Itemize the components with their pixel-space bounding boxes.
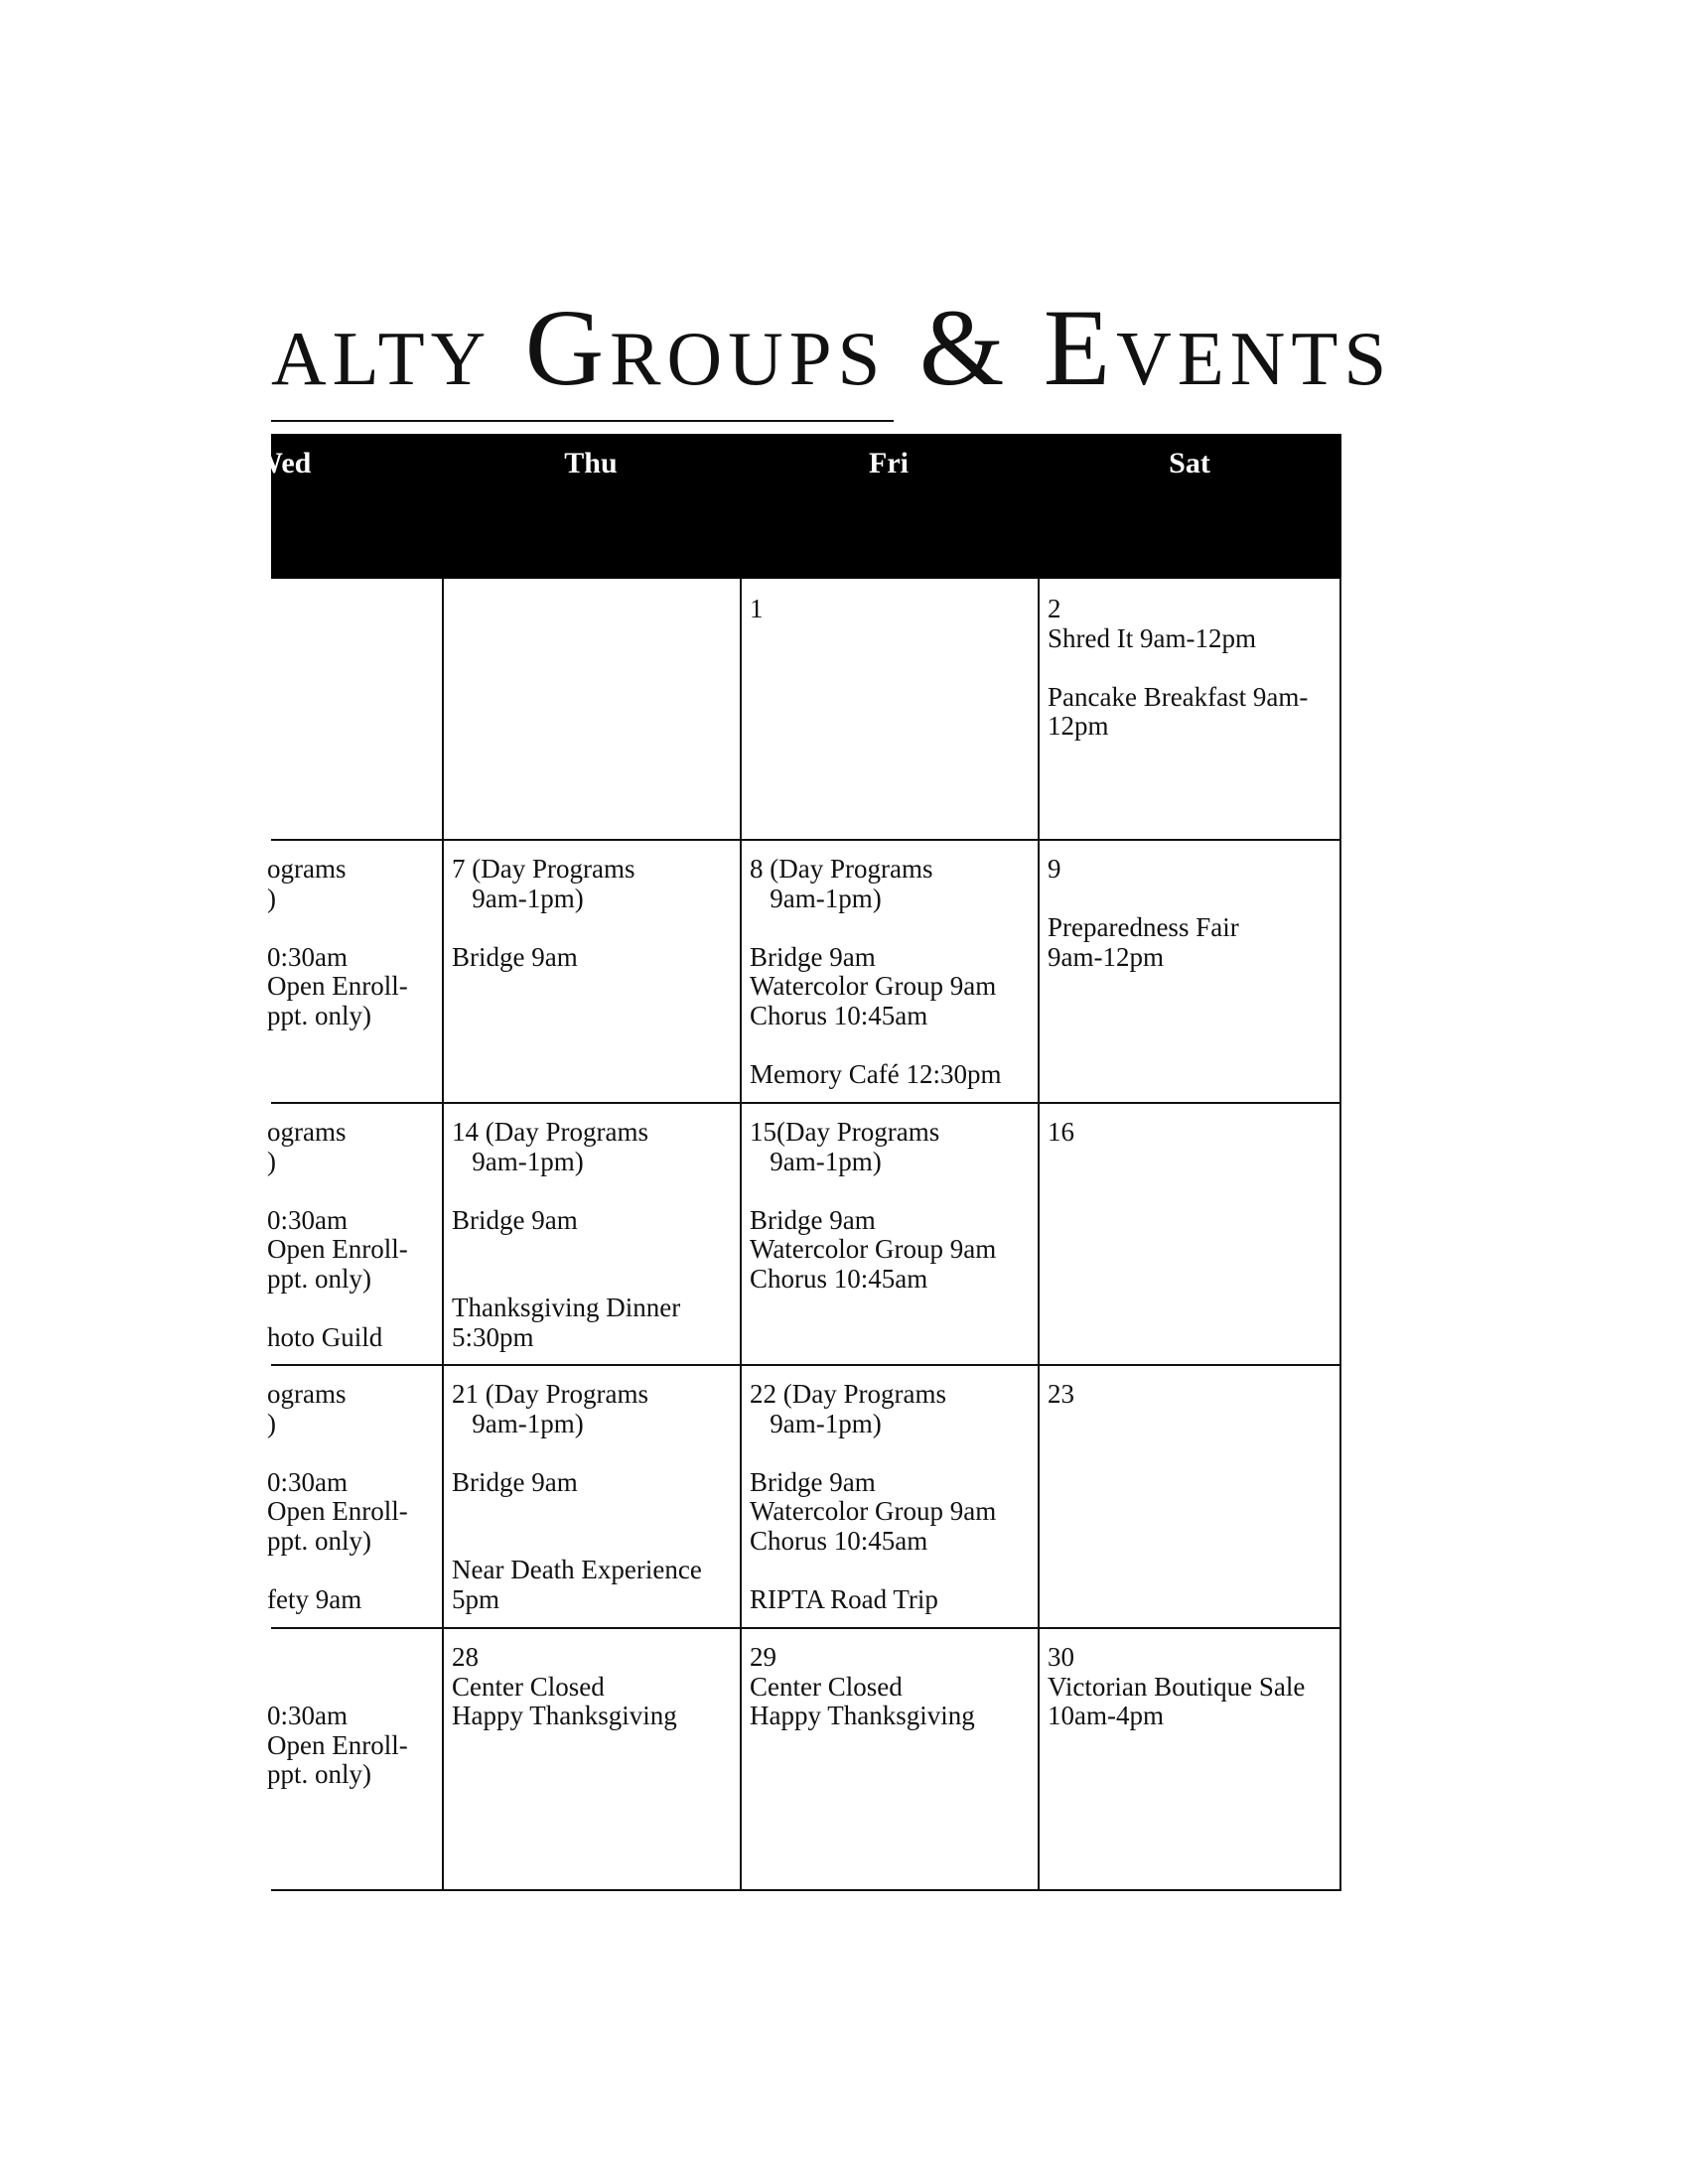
- day-cell-fri: [750, 1380, 1034, 1624]
- day-cell-thu: [452, 1380, 736, 1624]
- event-line: Open Enroll-: [267, 971, 408, 1001]
- cell-line: 30: [1048, 1643, 1074, 1672]
- cell-line: 14 (Day Programs: [452, 1118, 648, 1147]
- cell-line: 1: [750, 595, 764, 623]
- day-cell-wed: [267, 595, 438, 839]
- grid-line-vertical: [1339, 579, 1341, 1891]
- event-line: Bridge 9am: [750, 1466, 876, 1497]
- event-line: Watercolor Group 9am: [750, 971, 997, 1001]
- event-line: Bridge 9am: [452, 941, 578, 972]
- calendar-header-row: [253, 434, 1341, 579]
- event-line: RIPTA Road Trip: [750, 1583, 938, 1614]
- blank-line: [750, 1030, 1034, 1060]
- cell-line: 2: [1048, 595, 1061, 623]
- cell-line: 28: [452, 1643, 479, 1672]
- event-line: Memory Café 12:30pm: [750, 1058, 1002, 1089]
- day-cell-wed: [267, 855, 438, 1099]
- cell-line: ograms: [267, 1380, 347, 1409]
- cell-line: 29: [750, 1643, 776, 1672]
- event-line: Open Enroll-: [267, 1729, 408, 1760]
- page-title: alty Groups & Events: [271, 287, 1393, 408]
- cell-line: 15(Day Programs: [750, 1118, 940, 1147]
- cell-line: 9: [1048, 855, 1061, 884]
- event-line: Shred It 9am-12pm: [1048, 622, 1256, 653]
- event-line: Thanksgiving Dinner: [452, 1293, 681, 1322]
- day-header-wed: Wed: [253, 447, 312, 479]
- day-cell-thu: [452, 1643, 736, 1887]
- day-header-fri: Fri: [869, 447, 909, 479]
- day-cell-fri: [750, 1643, 1034, 1887]
- day-cell-sat: [1048, 595, 1337, 839]
- day-cell-thu: [452, 595, 736, 839]
- event-line: Chorus 10:45am: [750, 1525, 928, 1556]
- calendar-table: [253, 434, 1341, 1891]
- grid-line-horizontal: [271, 1102, 1341, 1104]
- grid-line-vertical: [442, 579, 444, 1891]
- event-line: 9am-1pm): [452, 1146, 584, 1176]
- event-line: Victorian Boutique Sale: [1048, 1671, 1306, 1702]
- blank-line: [267, 1438, 438, 1468]
- event-line: 9am-1pm): [750, 883, 882, 913]
- event-line: Pancake Breakfast 9am-: [1048, 681, 1309, 712]
- event-line: Bridge 9am: [750, 941, 876, 972]
- event-line: 10am-4pm: [1048, 1701, 1164, 1730]
- day-cell-sat: [1048, 1380, 1337, 1624]
- event-line: Happy Thanksgiving: [750, 1701, 975, 1730]
- cell-line: 16: [1048, 1118, 1074, 1147]
- event-line: Center Closed: [452, 1671, 605, 1702]
- blank-line: [750, 913, 1034, 943]
- event-line: Preparedness Fair: [1048, 912, 1239, 942]
- grid-line-horizontal: [271, 839, 1341, 841]
- event-line: fety 9am: [267, 1583, 362, 1614]
- blank-line: [267, 1643, 438, 1673]
- cell-line: 22 (Day Programs: [750, 1380, 946, 1409]
- blank-line: [452, 1527, 736, 1557]
- day-cell-fri: [750, 1118, 1034, 1362]
- event-line: Happy Thanksgiving: [452, 1701, 677, 1730]
- day-cell-fri: [750, 855, 1034, 1099]
- day-cell-fri: [750, 595, 1034, 839]
- cell-line: 21 (Day Programs: [452, 1380, 648, 1409]
- blank-line: [267, 1176, 438, 1206]
- event-line: 5:30pm: [452, 1321, 534, 1352]
- event-line: 0:30am: [267, 1204, 348, 1235]
- title-underline: [271, 420, 894, 422]
- grid-line-vertical: [740, 579, 742, 1891]
- day-cell-thu: [452, 1118, 736, 1362]
- event-line: 0:30am: [267, 941, 348, 972]
- blank-line: [452, 1176, 736, 1206]
- blank-line: [452, 1497, 736, 1527]
- event-line: 0:30am: [267, 1701, 348, 1730]
- day-cell-sat: [1048, 1643, 1337, 1887]
- event-line: 9am-1pm): [452, 1408, 584, 1438]
- blank-line: [750, 1438, 1034, 1468]
- blank-line: [750, 1176, 1034, 1206]
- event-line: Bridge 9am: [750, 1204, 876, 1235]
- blank-line: [750, 1556, 1034, 1585]
- blank-line: [452, 913, 736, 943]
- event-line: 9am-12pm: [1048, 941, 1164, 972]
- event-line: ppt. only): [267, 1759, 371, 1789]
- cell-line: ograms: [267, 1118, 347, 1147]
- blank-line: [267, 913, 438, 943]
- grid-line-horizontal: [271, 1364, 1341, 1366]
- blank-line: [267, 1556, 438, 1585]
- blank-line: [452, 1265, 736, 1295]
- event-line: hoto Guild: [267, 1321, 383, 1352]
- day-cell-wed: [267, 1643, 438, 1887]
- cell-line: 23: [1048, 1380, 1074, 1409]
- day-cell-sat: [1048, 1118, 1337, 1362]
- event-line: Bridge 9am: [452, 1466, 578, 1497]
- day-cell-wed: [267, 1380, 438, 1624]
- day-cell-sat: [1048, 855, 1337, 1099]
- day-header-sat: Sat: [1169, 447, 1210, 479]
- event-line: ): [267, 883, 276, 913]
- blank-line: [267, 1673, 438, 1703]
- blank-line: [452, 1438, 736, 1468]
- event-line: Bridge 9am: [452, 1204, 578, 1235]
- event-line: Open Enroll-: [267, 1496, 408, 1526]
- event-line: 9am-1pm): [750, 1408, 882, 1438]
- event-line: 12pm: [1048, 711, 1109, 741]
- cell-line: ograms: [267, 855, 347, 884]
- event-line: Open Enroll-: [267, 1234, 408, 1264]
- event-line: Chorus 10:45am: [750, 1000, 928, 1030]
- event-line: 9am-1pm): [452, 883, 584, 913]
- cell-line: 8 (Day Programs: [750, 855, 933, 884]
- event-line: ppt. only): [267, 1263, 371, 1294]
- event-line: 0:30am: [267, 1466, 348, 1497]
- event-line: ppt. only): [267, 1000, 371, 1030]
- blank-line: [1048, 885, 1337, 914]
- day-cell-thu: [452, 855, 736, 1099]
- day-header-thu: Thu: [564, 447, 618, 479]
- blank-line: [452, 1235, 736, 1265]
- grid-line-vertical: [1038, 579, 1040, 1891]
- event-line: Chorus 10:45am: [750, 1263, 928, 1294]
- event-line: ppt. only): [267, 1525, 371, 1556]
- event-line: 5pm: [452, 1583, 500, 1614]
- blank-line: [1048, 653, 1337, 683]
- cell-line: 7 (Day Programs: [452, 855, 635, 884]
- event-line: 9am-1pm): [750, 1146, 882, 1176]
- event-line: Watercolor Group 9am: [750, 1234, 997, 1264]
- blank-line: [267, 1294, 438, 1323]
- event-line: ): [267, 1146, 276, 1176]
- event-line: ): [267, 1408, 276, 1438]
- event-line: Center Closed: [750, 1671, 903, 1702]
- day-cell-wed: [267, 1118, 438, 1362]
- grid-line-horizontal: [271, 1889, 1341, 1891]
- grid-line-horizontal: [271, 1627, 1341, 1629]
- event-line: Near Death Experience: [452, 1555, 702, 1584]
- event-line: Watercolor Group 9am: [750, 1496, 997, 1526]
